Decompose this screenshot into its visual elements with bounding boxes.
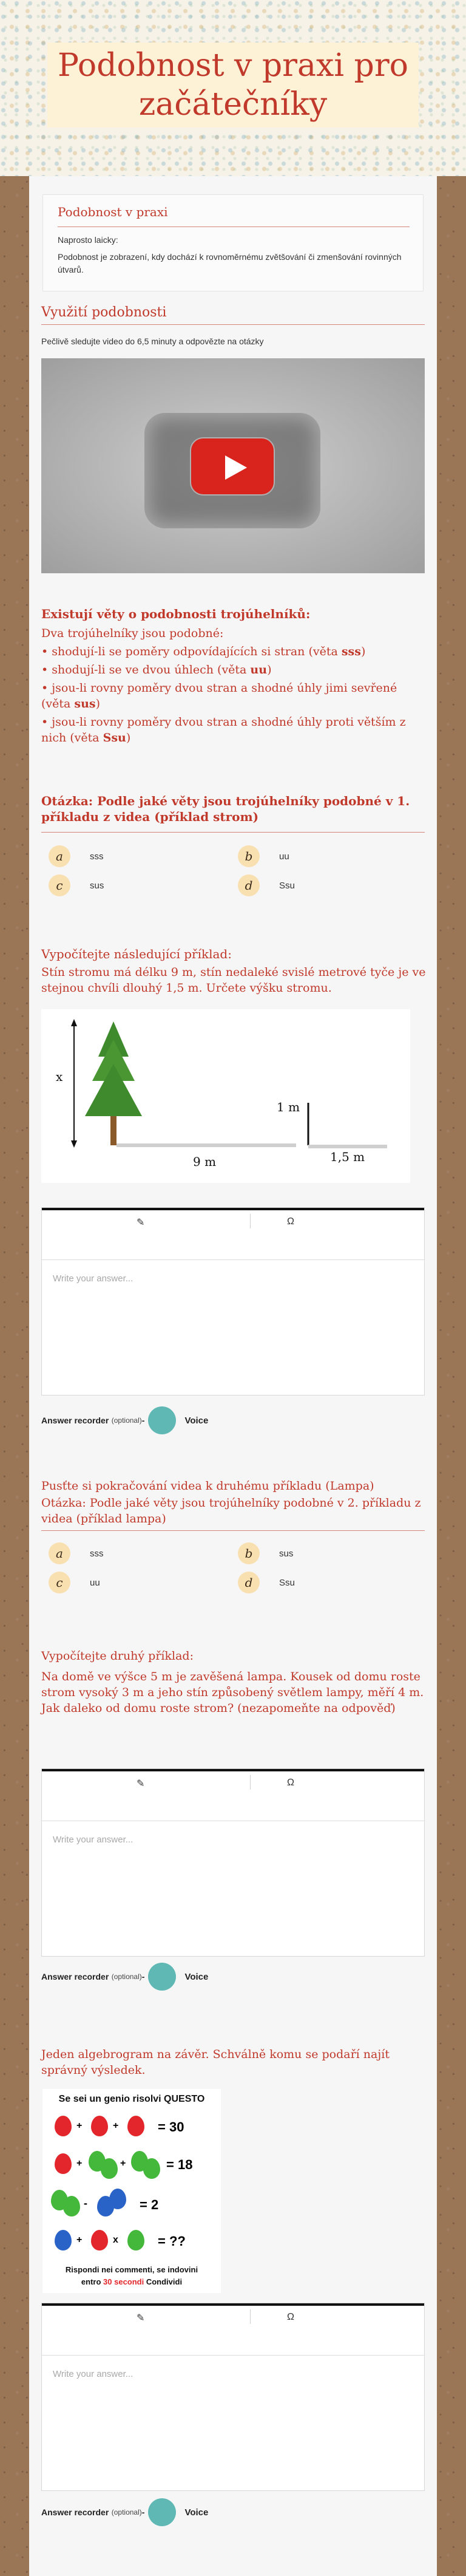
divider [41, 832, 425, 833]
option-key: a [49, 1542, 70, 1564]
answer-recorder: Answer recorder (optional) - Voice [41, 1406, 208, 1434]
math-tab-icon[interactable]: Ω [287, 2312, 294, 2322]
answer-box[interactable] [41, 1768, 425, 1957]
draw-tab-icon[interactable]: ✎ [137, 1779, 145, 1789]
answer-input[interactable]: Write your answer... [53, 1273, 133, 1284]
minus-icon: - [84, 2197, 87, 2209]
answer-option[interactable] [238, 1572, 295, 1593]
plus-icon: + [113, 2121, 119, 2131]
option-key: c [49, 874, 70, 896]
answer-recorder: Answer recorder (optional) - Voice [41, 1963, 208, 1991]
answer-toolbar [42, 1771, 424, 1821]
answer-recorder: Answer recorder (optional) - Voice [41, 2498, 208, 2526]
option-label: uu [279, 851, 289, 862]
usage-instruction: Pečlivě sledujte video do 6,5 minuty a odpovězte na otázky [41, 336, 264, 346]
answer-box[interactable] [41, 2303, 425, 2491]
divider [250, 2309, 251, 2324]
answer-input[interactable]: Write your answer... [53, 2369, 133, 2379]
plus-icon: + [76, 2158, 83, 2169]
example-1-title: Vypočítejte následující příklad: [41, 947, 232, 961]
equation-2-result: = 18 [166, 2157, 193, 2172]
title-box [47, 43, 419, 128]
voice-record-button[interactable] [148, 2498, 176, 2526]
divider [41, 1530, 425, 1531]
algebrogram-image [42, 2089, 221, 2293]
option-label: sus [90, 880, 104, 891]
option-key: b [238, 1542, 260, 1564]
plus-icon: + [120, 2158, 126, 2169]
answer-option[interactable] [238, 1542, 293, 1564]
theorems-title: Existují věty o podobnosti trojúhelníků: [41, 607, 311, 621]
voice-label: Voice [184, 2507, 209, 2518]
tree-shadow-figure [41, 1009, 410, 1183]
content-column [29, 176, 437, 2576]
option-label: sss [90, 1548, 104, 1559]
math-tab-icon[interactable]: Ω [287, 1216, 294, 1227]
example-2-title: Vypočítejte druhý příklad: [41, 1649, 194, 1663]
answer-option[interactable] [238, 845, 289, 867]
puzzle-footer-2: entro 30 secondi Condividi [81, 2277, 183, 2286]
voice-record-button[interactable] [148, 1406, 176, 1434]
header-banner [0, 0, 466, 176]
green-balloon-icon [101, 2158, 118, 2179]
answer-option[interactable] [49, 1542, 104, 1564]
option-key: c [49, 1572, 70, 1593]
theorem-item: • jsou-li rovny poměry dvou stran a shodné úhly proti větším z nich (věta Ssu) [41, 715, 406, 745]
plus-icon: + [76, 2121, 83, 2131]
label-1-5m: 1,5 m [330, 1150, 365, 1164]
label-1m: 1 m [277, 1100, 300, 1114]
tree-trunk [110, 1113, 116, 1145]
plus-icon: + [76, 2235, 83, 2245]
equation-3-result: = 2 [140, 2197, 159, 2212]
green-balloon-icon [143, 2158, 160, 2179]
red-balloon-icon [91, 2230, 108, 2251]
divider [41, 324, 425, 325]
red-balloon-icon [55, 2153, 72, 2174]
answer-box[interactable] [41, 1207, 425, 1395]
equation-4-result: = ?? [158, 2234, 186, 2249]
recorder-optional: (optional) [111, 2508, 142, 2516]
voice-label: Voice [184, 1415, 209, 1426]
divider [250, 1775, 251, 1790]
theorem-item: • jsou-li rovny poměry dvou stran a shodné úhly jimi sevřené (věta sus) [41, 681, 397, 710]
theorems-intro: Dva trojúhelníky jsou podobné: [41, 627, 224, 640]
divider [250, 1214, 251, 1228]
play-icon[interactable] [190, 437, 275, 496]
final-title: Jeden algebrogram na závěr. Schválně komu se podaří najít správný výsledek. [41, 2048, 390, 2077]
intro-line-2: Podobnost je zobrazení, kdy dochází k rovnoměrnému zvětšování či zmenšování rovinných útvarů. [58, 252, 402, 274]
example-1-text: Stín stromu má délku 9 m, stín nedaleké svislé metrové tyče je ve stejnou chvíli dlouhý 1,5 m. Určete výšku stromu. [41, 966, 426, 995]
theorem-item: • shodují-li se poměry odpovídajících si stran (věta sss) [41, 645, 366, 658]
label-x: x [56, 1069, 63, 1084]
draw-tab-icon[interactable]: ✎ [137, 2313, 145, 2323]
answer-option[interactable] [49, 874, 104, 896]
voice-record-button[interactable] [148, 1963, 176, 1991]
puzzle-footer-1: Rispondi nei commenti, se indovini [65, 2265, 198, 2274]
red-balloon-icon [55, 2116, 72, 2136]
option-key: b [238, 845, 260, 867]
recorder-label: Answer recorder [41, 2507, 109, 2517]
option-key: d [238, 1572, 260, 1593]
recorder-label: Answer recorder [41, 1416, 109, 1425]
intro-card-title: Podobnost v praxi [58, 205, 168, 219]
question-2-intro: Pusťte si pokračování videa k druhému příkladu (Lampa) [41, 1479, 374, 1493]
theorem-item: • shodují-li se ve dvou úhlech (věta uu) [41, 663, 272, 676]
answer-input[interactable]: Write your answer... [53, 1835, 133, 1845]
times-icon: x [113, 2235, 118, 2245]
green-balloon-icon [63, 2196, 80, 2217]
option-label: sus [279, 1548, 294, 1559]
answer-option[interactable] [49, 1572, 100, 1593]
option-label: uu [90, 1577, 100, 1588]
voice-label: Voice [184, 1971, 209, 1982]
option-label: sss [90, 851, 104, 862]
recorder-optional: (optional) [111, 1972, 142, 1981]
answer-toolbar [42, 1210, 424, 1260]
question-1-title: Otázka: Podle jaké věty jsou trojúhelníky podobné v 1. příkladu z videa (příklad strom) [41, 794, 410, 824]
intro-card [42, 194, 424, 291]
usage-title: Využití podobnosti [41, 305, 167, 320]
equation-1-result: = 30 [158, 2119, 184, 2135]
green-balloon-icon [127, 2230, 144, 2251]
answer-option[interactable] [238, 874, 295, 896]
video-player[interactable] [41, 358, 425, 573]
tree-figure-svg [41, 1009, 410, 1183]
draw-tab-icon[interactable]: ✎ [137, 1218, 145, 1228]
label-9m: 9 m [193, 1154, 217, 1169]
recorder-label: Answer recorder [41, 1972, 109, 1981]
blue-balloon-icon [55, 2230, 72, 2251]
red-balloon-icon [91, 2116, 108, 2136]
recorder-optional: (optional) [111, 1416, 142, 1425]
option-key: a [49, 845, 70, 867]
option-key: d [238, 874, 260, 896]
option-label: Ssu [279, 1577, 295, 1588]
answer-option[interactable] [49, 845, 104, 867]
math-tab-icon[interactable]: Ω [287, 1777, 294, 1788]
option-label: Ssu [279, 880, 295, 891]
red-balloon-icon [127, 2116, 144, 2136]
intro-line-1: Naprosto laicky: [58, 235, 118, 245]
page-title: Podobnost v praxi pro začátečníky [58, 47, 408, 123]
example-2-text: Na domě ve výšce 5 m je zavěšená lampa. Kousek od domu roste strom vysoký 3 m a jeho stín způsobený světlem lampy, měří 4 m. Jak daleko od domu roste strom? (nezapomeňte na odpověď) [41, 1670, 424, 1715]
question-2-title: Otázka: Podle jaké věty jsou trojúhelníky podobné v 2. příkladu z videa (příklad lampa) [41, 1496, 421, 1525]
blue-balloon-icon [109, 2189, 126, 2209]
puzzle-header: Se sei un genio risolvi QUESTO [58, 2094, 205, 2104]
answer-toolbar [42, 2306, 424, 2356]
